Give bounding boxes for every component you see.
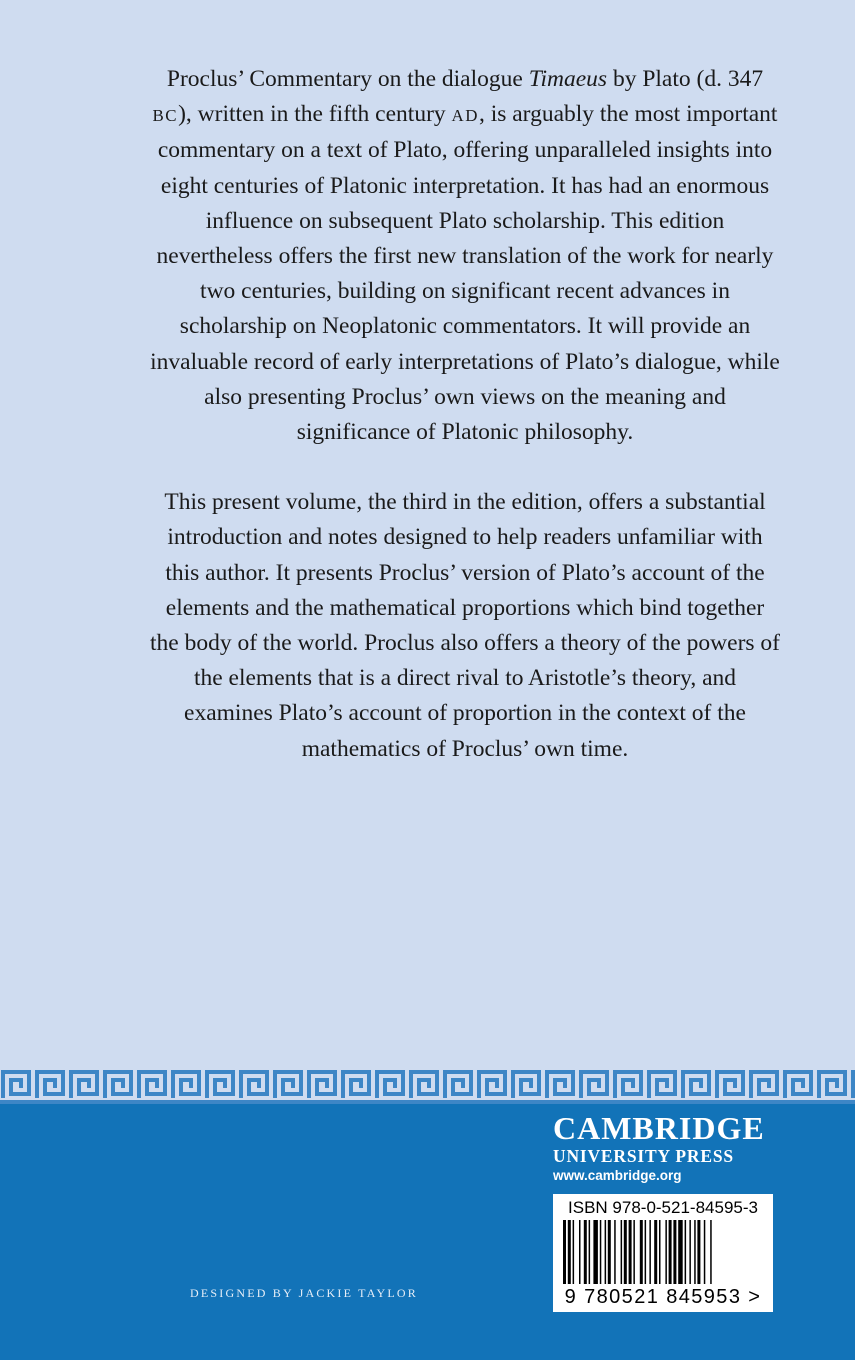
barcode-bar xyxy=(645,1220,647,1284)
barcode-bar xyxy=(563,1220,566,1284)
publisher-website: www.cambridge.org xyxy=(553,1168,682,1183)
barcode-bar xyxy=(624,1220,627,1284)
barcode-bar xyxy=(689,1220,691,1284)
barcode-bar xyxy=(697,1220,700,1284)
blurb xyxy=(150,62,780,767)
barcode-bar xyxy=(608,1220,611,1284)
designer-credit: DESIGNED BY JACKIE TAYLOR xyxy=(190,1286,418,1300)
barcode-bar xyxy=(633,1220,635,1284)
publisher-logo xyxy=(553,1110,783,1186)
blurb-paragraph-2: This present volume, the third in the edition, offers a substantial introduction and notes designed to help readers unfamiliar with this author. It presents Proclus’ version of Plato’s account of the elements and the mathematical proportions which bind together the body of the world. Proclus also offers a theory of the powers of the elements that is a direct rival to Aristotle’s theory, and examines Plato’s account of proportion in the context of the mathematics of Proclus’ own time. xyxy=(150,489,781,762)
barcode-bar xyxy=(665,1220,667,1284)
ean-digits: 9 780521 845953 > xyxy=(564,1286,762,1308)
barcode-bars xyxy=(563,1220,763,1284)
barcode-bar xyxy=(649,1220,651,1284)
barcode-bar xyxy=(568,1220,571,1284)
barcode-bar xyxy=(694,1220,696,1284)
barcode-bar xyxy=(673,1220,676,1284)
era-bc: BC xyxy=(152,106,179,126)
greek-key-border xyxy=(0,1066,855,1104)
barcode-bar xyxy=(614,1220,616,1284)
publisher-name: CAMBRIDGE xyxy=(553,1110,765,1146)
barcode-bar xyxy=(640,1220,643,1284)
era-ad: AD xyxy=(451,106,479,126)
barcode-bar xyxy=(678,1220,683,1284)
work-title: Timaeus xyxy=(528,66,608,92)
barcode-bar xyxy=(621,1220,623,1284)
barcode-bar xyxy=(573,1220,575,1284)
barcode-bar xyxy=(710,1220,712,1284)
barcode-bar xyxy=(589,1220,591,1284)
barcode-bar xyxy=(629,1220,632,1284)
barcode-bar xyxy=(669,1220,672,1284)
isbn-label: ISBN 978-0-521-84595-3 xyxy=(568,1198,758,1217)
barcode-bar xyxy=(600,1220,602,1284)
publisher-subtitle: UNIVERSITY PRESS xyxy=(553,1146,734,1166)
barcode-bar xyxy=(654,1220,657,1284)
isbn-barcode xyxy=(553,1194,773,1312)
barcode-bar xyxy=(704,1220,706,1284)
barcode-bar xyxy=(593,1220,598,1284)
barcode-bar xyxy=(579,1220,581,1284)
blurb-paragraph-1: Proclus’ Commentary on the dialogue Timaeus by Plato (d. 347 BC), written in the fifth century AD, is arguably the most important commentary on a text of Plato, offering unparalleled insights into eight centuries of Platonic interpretation. It has had an enormous influence on subsequent Plato scholarship. This edition nevertheless offers the first new translation of the work for nearly two centuries, building on significant recent advances in scholarship on Neoplatonic commentators. It will provide an invaluable record of early interpretations of Plato’s dialogue, while also presenting Proclus’ own views on the meaning and significance of Platonic philosophy. xyxy=(150,66,780,446)
barcode-bar xyxy=(659,1220,661,1284)
barcode-bar xyxy=(605,1220,607,1284)
barcode-bar xyxy=(584,1220,587,1284)
barcode-bar xyxy=(685,1220,687,1284)
